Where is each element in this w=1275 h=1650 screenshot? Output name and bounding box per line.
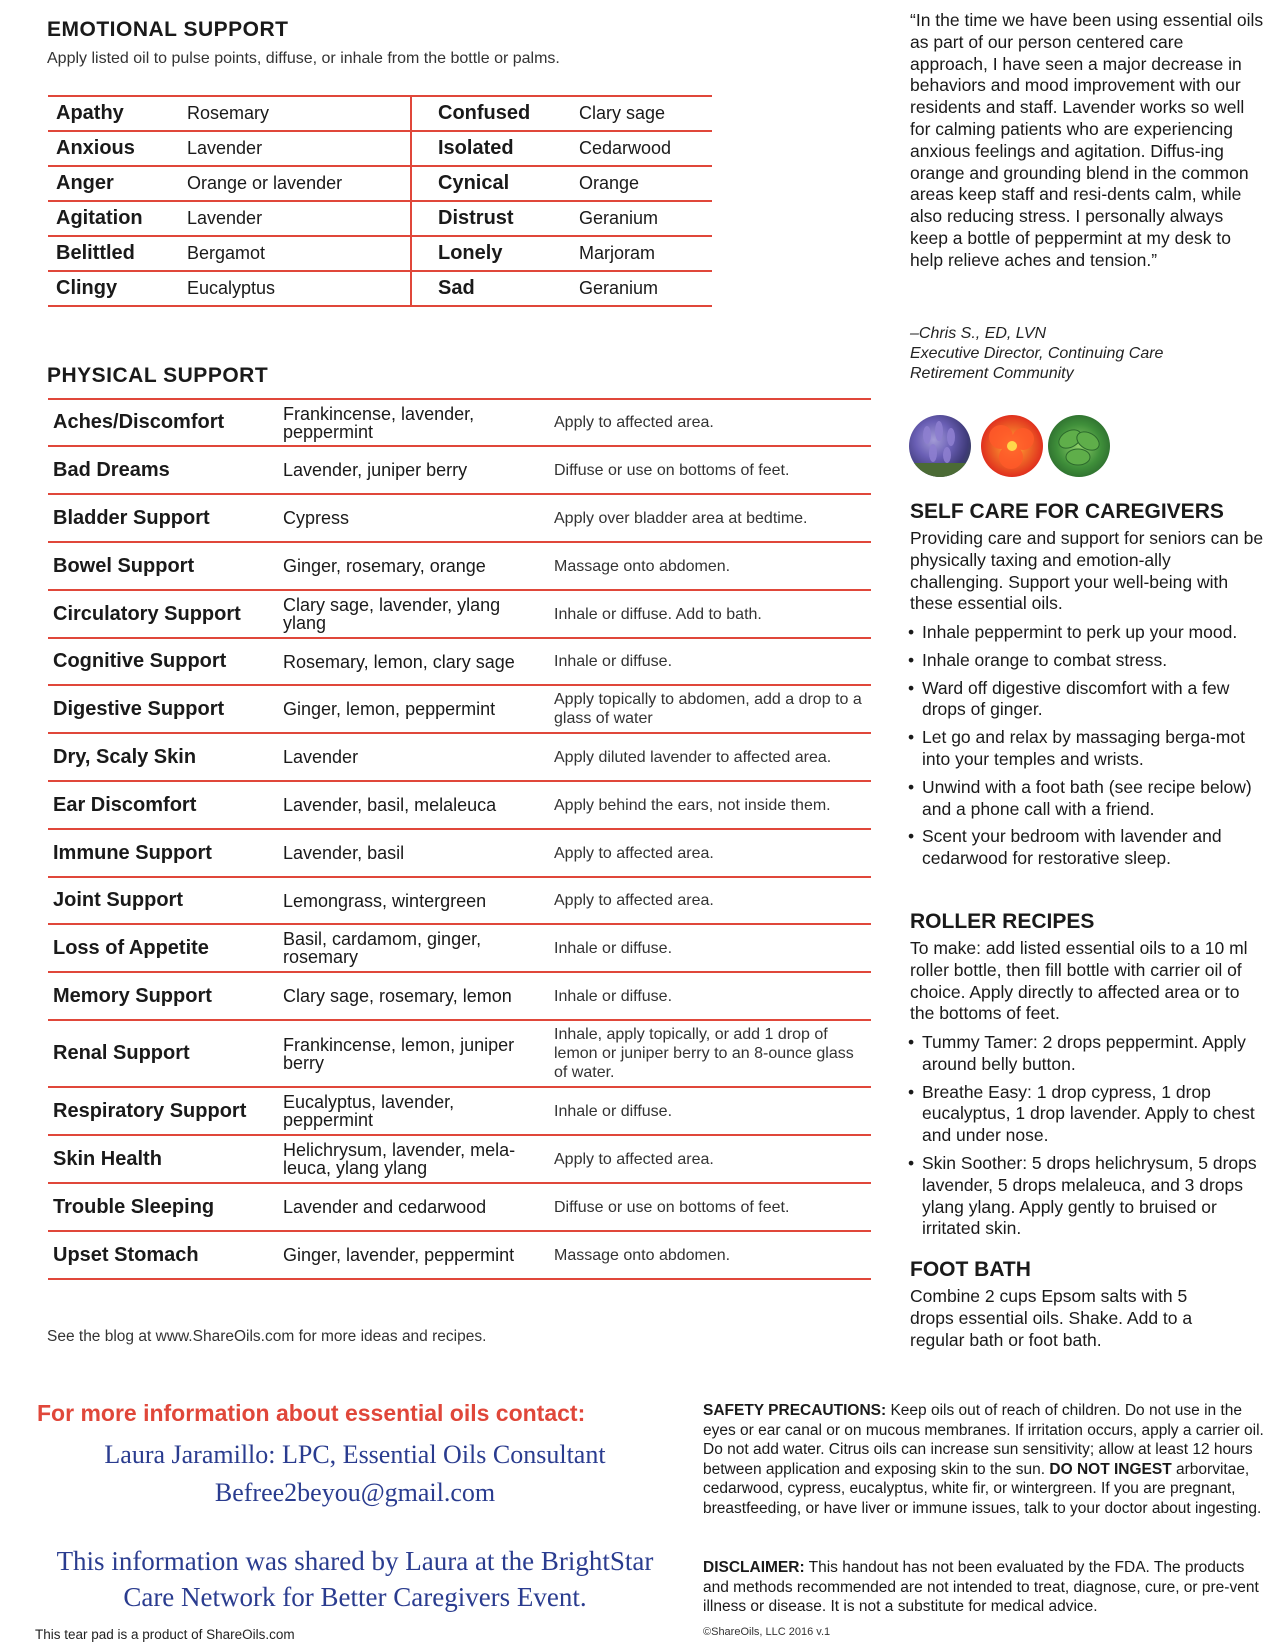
usage: Inhale or diffuse. — [554, 1102, 673, 1120]
physical-row — [48, 543, 871, 591]
feeling: Anger — [56, 172, 114, 194]
oils: Lavender — [283, 747, 359, 767]
physical-row — [48, 686, 871, 734]
condition: Respiratory Support — [53, 1099, 247, 1122]
usage: Massage onto abdomen. — [554, 1246, 731, 1264]
emotional-row — [48, 202, 712, 237]
safety-text-2: arborvitae, cedarwood, cypress, eucalyptus, white fir, or wintergreen. If you are pregnant, breastfeeding, or have liver or immune issues, talk to your doctor about ingesting. — [703, 1460, 1262, 1517]
feeling: Lonely — [438, 242, 503, 264]
emotional-row — [48, 132, 712, 167]
feeling: Sad — [438, 277, 475, 299]
feeling: Anxious — [56, 137, 135, 159]
condition: Renal Support — [53, 1042, 190, 1064]
bullet-item: • Ward off digestive discomfort with a few drops of ginger. — [908, 678, 1268, 722]
emotional-support-table — [48, 95, 712, 307]
physical-row — [48, 639, 871, 686]
column-divider — [410, 97, 412, 130]
self-care-title: SELF CARE FOR CAREGIVERS — [910, 500, 1224, 523]
oils: Lavender, basil, melaleuca — [283, 795, 497, 815]
disclaimer-text: This handout has not been evaluated by the FDA. The products and methods recommended are not intended to treat, diagnose, cure, or pre-vent illness or disease. It is not a substitute for medical advice. — [703, 1559, 1259, 1615]
physical-row — [48, 1232, 871, 1280]
oils: Cypress — [283, 508, 350, 528]
tear-pad-note: This tear pad is a product of ShareOils.com — [35, 1627, 295, 1642]
usage: Massage onto abdomen. — [554, 557, 731, 575]
condition: Skin Health — [53, 1147, 162, 1170]
testimonial-author: –Chris S., ED, LVN — [910, 325, 1047, 342]
do-not-ingest: DO NOT INGEST — [1049, 1460, 1172, 1478]
roller-recipes-title: ROLLER RECIPES — [910, 910, 1095, 933]
oils: Ginger, lavender, peppermint — [283, 1245, 515, 1265]
oil: Lavender — [187, 208, 263, 228]
feeling: Clingy — [56, 277, 118, 299]
column-divider — [410, 202, 412, 235]
lavender-photo — [909, 415, 971, 477]
emotional-support-title: EMOTIONAL SUPPORT — [47, 18, 289, 41]
usage: Diffuse or use on bottoms of feet. — [554, 461, 790, 479]
bullet-item: • Let go and relax by massaging berga-mot into your temples and wrists. — [908, 727, 1268, 771]
bullet-item: • Inhale orange to combat stress. — [908, 650, 1268, 672]
safety-label: SAFETY PRECAUTIONS: — [703, 1402, 887, 1419]
physical-row — [48, 591, 871, 639]
oils: Lavender and cedarwood — [283, 1197, 487, 1217]
contact-name: Laura Jaramillo: LPC, Essential Oils Consultant — [104, 1440, 606, 1469]
roller-recipes-list — [908, 1032, 1268, 1246]
condition: Digestive Support — [53, 697, 225, 720]
bullet-item: • Breathe Easy: 1 drop cypress, 1 drop eucalyptus, 1 drop lavender. Apply to chest and under nose. — [908, 1082, 1268, 1147]
column-divider — [410, 132, 412, 165]
oils: Basil, cardamom, ginger, rosemary — [283, 929, 482, 967]
bullet-item: • Unwind with a foot bath (see recipe below) and a phone call with a friend. — [908, 777, 1268, 821]
usage: Inhale or diffuse. — [554, 653, 673, 670]
emotional-row — [48, 167, 712, 202]
usage: Inhale or diffuse. — [554, 987, 673, 1005]
condition: Memory Support — [53, 984, 212, 1007]
emotional-row — [48, 97, 712, 132]
safety-text-1: Keep oils out of reach of children. Do not use in the eyes or ear canal or on mucous membranes. If irritation occurs, apply a carrier oil. Do not add water. Citrus oils can increase sun sensitivity; allow at least 12 hours between application and exposing skin to the sun. — [703, 1402, 1264, 1478]
feeling: Cynical — [438, 172, 510, 194]
copyright: ©ShareOils, LLC 2016 v.1 — [703, 1626, 831, 1638]
oil: Clary sage — [579, 103, 666, 123]
feeling: Agitation — [56, 207, 143, 229]
oils: Ginger, rosemary, orange — [283, 556, 486, 576]
orange-blossom-photo — [981, 415, 1043, 477]
oil: Orange — [579, 173, 640, 193]
contact-heading: For more information about essential oils contact: — [37, 1400, 586, 1426]
physical-row — [48, 734, 871, 782]
blog-note: See the blog at www.ShareOils.com for more ideas and recipes. — [47, 1328, 487, 1345]
condition: Immune Support — [53, 841, 212, 864]
oils: Lavender, basil — [283, 843, 405, 863]
usage: Inhale or diffuse. Add to bath. — [554, 605, 762, 623]
bullet-item: • Tummy Tamer: 2 drops peppermint. Apply around belly button. — [908, 1032, 1268, 1076]
condition: Loss of Appetite — [53, 936, 209, 959]
physical-row — [48, 1184, 871, 1232]
oils: Eucalyptus, lavender, peppermint — [283, 1092, 455, 1130]
oil: Rosemary — [187, 103, 270, 123]
condition: Ear Discomfort — [53, 793, 197, 816]
oils: Frankincense, lavender, peppermint — [283, 403, 475, 442]
oils: Lavender, juniper berry — [283, 460, 468, 480]
bullet-item: • Scent your bedroom with lavender and cedarwood for restorative sleep. — [908, 826, 1268, 870]
condition: Dry, Scaly Skin — [53, 745, 197, 768]
roller-recipes-intro: To make: add listed essential oils to a 10 ml roller bottle, then fill bottle with carrier oil of choice. Apply directly to affected area or to the bottoms of feet. — [910, 938, 1248, 1024]
oil: Geranium — [579, 208, 659, 228]
oil: Geranium — [579, 278, 659, 298]
physical-support-table — [48, 398, 871, 1280]
testimonial-quote: “In the time we have been using essential oils as part of our person centered care approach, I have seen a major decrease in behaviors and mood improvement with our residents and staff. Lavender works so well for calming patients who are experiencing anxious feelings and agitation. Diffus-ing orange and grounding blend in the common areas keep staff and resi-dents calm, while also reducing stress. I personally always keep a bottle of peppermint at my desk to help relieve aches and tension.” — [910, 10, 1264, 270]
usage: Apply behind the ears, not inside them. — [554, 796, 831, 814]
oils: Frankincense, lemon, juniper berry — [283, 1034, 515, 1073]
oils: Clary sage, lavender, ylang ylang — [283, 595, 501, 633]
usage: Apply diluted lavender to affected area. — [554, 748, 832, 766]
shared-line-1: This information was shared by Laura at the BrightStar — [56, 1546, 654, 1576]
oil: Bergamot — [187, 243, 266, 263]
condition: Bad Dreams — [53, 458, 170, 481]
physical-row — [48, 973, 871, 1021]
disclaimer — [703, 1558, 1268, 1617]
feeling: Apathy — [56, 102, 124, 124]
shared-line-2: Care Network for Better Caregivers Event. — [123, 1582, 587, 1612]
physical-row — [48, 1088, 871, 1136]
condition: Bowel Support — [53, 554, 195, 577]
physical-row — [48, 925, 871, 973]
physical-row — [48, 1136, 871, 1184]
usage: Apply topically to abdomen, add a drop to a glass of water — [554, 691, 862, 727]
physical-row — [48, 878, 871, 925]
oil: Eucalyptus — [187, 278, 276, 298]
testimonial-role: Executive Director, Continuing Care Retirement Community — [910, 345, 1164, 382]
physical-row — [48, 1021, 871, 1088]
column-divider — [410, 237, 412, 270]
usage: Diffuse or use on bottoms of feet. — [554, 1198, 790, 1216]
condition: Upset Stomach — [53, 1243, 199, 1266]
oils: Clary sage, rosemary, lemon — [283, 986, 512, 1006]
column-divider — [410, 167, 412, 200]
feeling: Distrust — [438, 207, 514, 229]
column-divider — [410, 272, 412, 305]
oil: Lavender — [187, 138, 263, 158]
physical-row — [48, 782, 871, 830]
oil: Marjoram — [579, 243, 656, 263]
condition: Circulatory Support — [53, 602, 241, 625]
oils: Lemongrass, wintergreen — [283, 890, 487, 911]
self-care-intro: Providing care and support for seniors can be physically taxing and emotion-ally challenging. Support your well-being with these essential oils. — [910, 528, 1264, 614]
feeling: Confused — [438, 102, 531, 124]
condition: Bladder Support — [53, 506, 210, 529]
feeling: Isolated — [438, 137, 514, 159]
physical-row — [48, 400, 871, 447]
physical-support-title: PHYSICAL SUPPORT — [47, 364, 269, 387]
emotional-row — [48, 237, 712, 272]
condition: Aches/Discomfort — [53, 411, 225, 433]
usage: Apply to affected area. — [554, 892, 714, 909]
self-care-list — [908, 622, 1268, 876]
usage: Apply over bladder area at bedtime. — [554, 509, 808, 527]
feeling: Belittled — [56, 242, 135, 264]
foot-bath-text: Combine 2 cups Epsom salts with 5 drops essential oils. Shake. Add to a regular bath or foot bath. — [910, 1286, 1193, 1350]
physical-row — [48, 447, 871, 495]
condition: Trouble Sleeping — [53, 1195, 215, 1218]
disclaimer-label: DISCLAIMER: — [703, 1559, 805, 1576]
safety-precautions — [703, 1401, 1268, 1518]
condition: Joint Support — [53, 889, 183, 911]
physical-row — [48, 830, 871, 878]
oils: Ginger, lemon, peppermint — [283, 699, 496, 719]
oils: Helichrysum, lavender, mela-leuca, ylang ylang — [283, 1140, 516, 1178]
emotional-support-intro: Apply listed oil to pulse points, diffuse, or inhale from the bottle or palms. — [47, 50, 560, 67]
oils: Rosemary, lemon, clary sage — [283, 651, 515, 672]
condition: Cognitive Support — [53, 650, 227, 672]
physical-row — [48, 495, 871, 543]
bullet-item: • Inhale peppermint to perk up your mood. — [908, 622, 1268, 644]
usage: Apply to affected area. — [554, 844, 714, 862]
usage: Apply to affected area. — [554, 414, 714, 431]
peppermint-leaf-photo — [1048, 415, 1110, 477]
oil: Cedarwood — [579, 138, 672, 158]
usage: Inhale or diffuse. — [554, 939, 673, 957]
emotional-row — [48, 272, 712, 307]
contact-email[interactable]: Befree2beyou@gmail.com — [214, 1478, 496, 1507]
bullet-item: • Skin Soother: 5 drops helichrysum, 5 drops lavender, 5 drops melaleuca, and 3 drops ylang ylang. Apply gently to bruised or irritated skin. — [908, 1153, 1268, 1240]
usage: Apply to affected area. — [554, 1150, 714, 1168]
foot-bath-title: FOOT BATH — [910, 1258, 1031, 1281]
oil: Orange or lavender — [187, 173, 343, 193]
usage: Inhale, apply topically, or add 1 drop of lemon or juniper berry to an 8-ounce glass of water. — [554, 1026, 854, 1081]
